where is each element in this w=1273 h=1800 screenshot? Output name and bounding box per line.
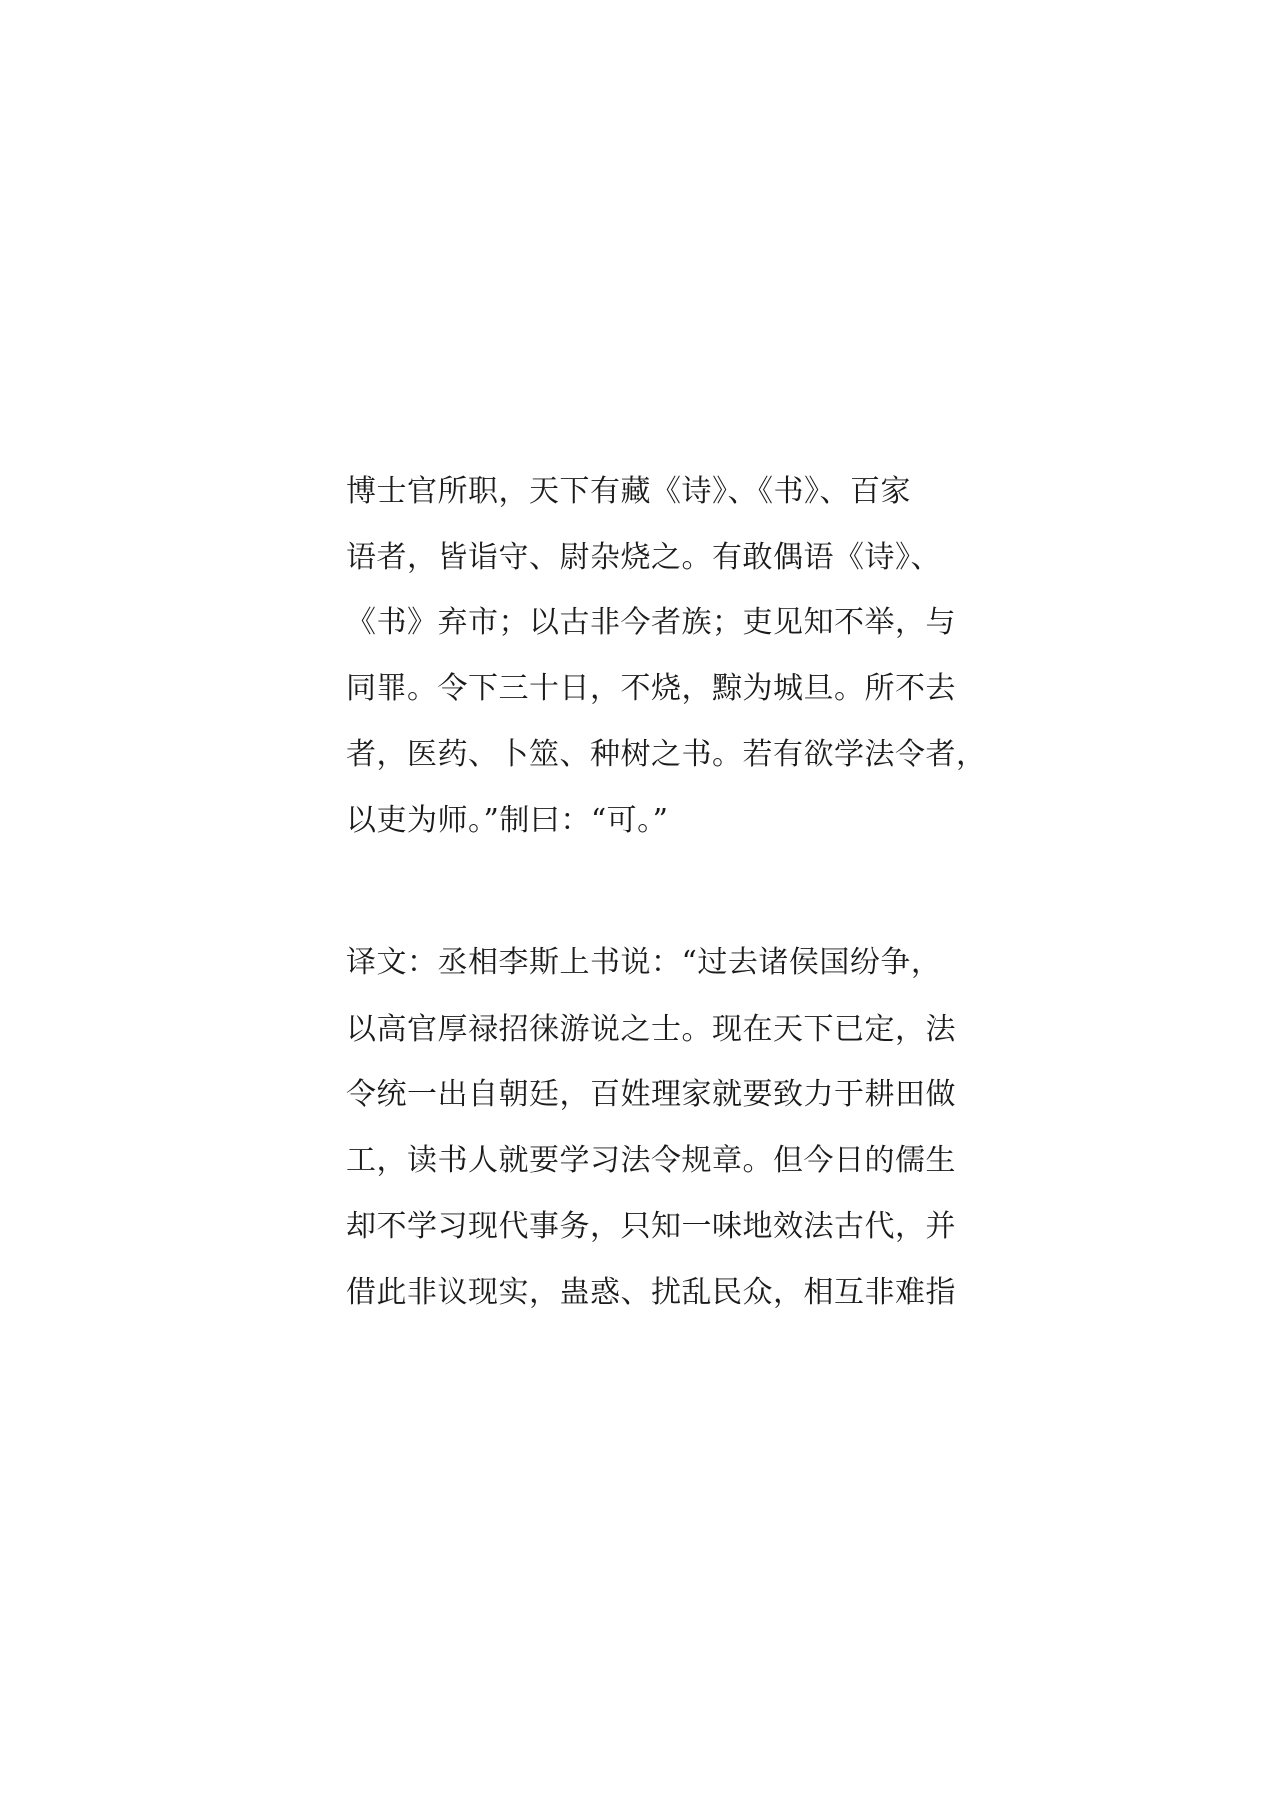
text-line: 语者，皆诣守、尉杂烧之。有敢偶语《诗》、	[346, 540, 941, 575]
text-line: 工，读书人就要学习法令规章。但今日的儒生	[346, 1143, 956, 1178]
text-line: 却不学习现代事务，只知一味地效法古代，并	[346, 1209, 956, 1244]
text-line: 以吏为师。”制曰：“可。”	[346, 803, 669, 838]
text-line: 借此非议现实，蛊惑、扰乱民众，相互非难指	[346, 1275, 956, 1310]
text-line: 同罪。令下三十日，不烧，黥为城旦。所不去	[346, 671, 956, 706]
text-line: 译文：丞相李斯上书说：“过去诸侯国纷争，	[346, 945, 942, 980]
text-line: 者，医药、卜筮、种树之书。若有欲学法令者，	[346, 737, 987, 772]
text-line: 以高官厚禄招徕游说之士。现在天下已定，法	[346, 1012, 956, 1047]
text-line: 博士官所职，天下有藏《诗》、《书》、百家	[346, 474, 911, 509]
text-line: 令统一出自朝廷，百姓理家就要致力于耕田做	[346, 1077, 956, 1112]
text-line: 《书》弃市；以古非今者族；吏见知不举，与	[346, 605, 956, 640]
